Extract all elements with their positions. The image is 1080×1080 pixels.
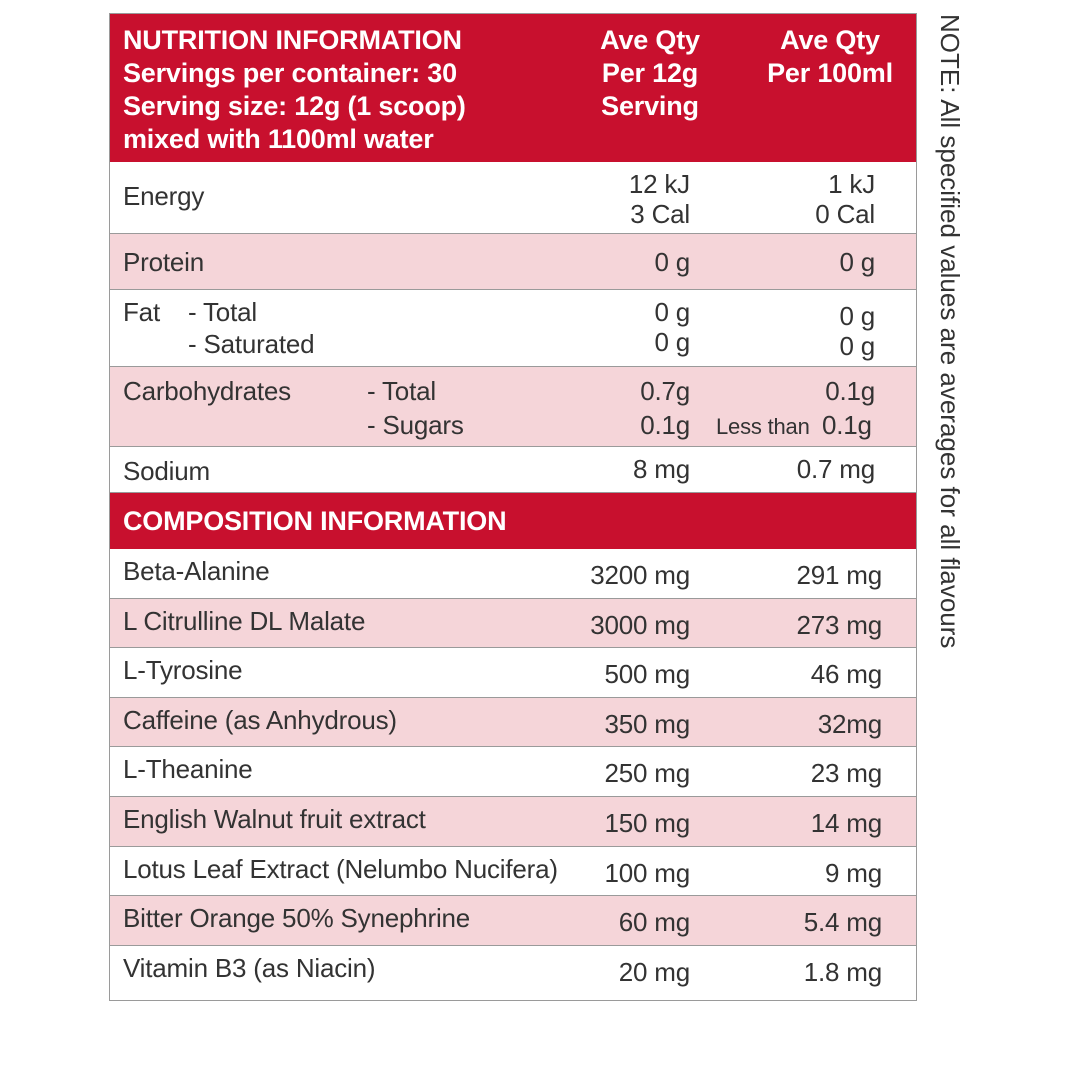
energy-serving-kj: 12 kJ — [628, 169, 690, 199]
composition-ingredient: Lotus Leaf Extract (Nelumbo Nucifera) — [123, 853, 558, 884]
composition-row — [110, 698, 916, 748]
composition-per100ml: 46 mg — [810, 659, 882, 690]
protein-serving: 0 g — [654, 247, 690, 277]
sodium-serving: 8 mg — [632, 454, 690, 484]
fat-total-serving: 0 g — [654, 297, 690, 327]
serving-size: Serving size: 12g (1 scoop) — [123, 91, 466, 121]
composition-per100ml: 5.4 mg — [803, 907, 882, 938]
composition-row — [110, 599, 916, 649]
composition-serving: 3200 mg — [590, 560, 690, 590]
composition-row — [110, 847, 916, 897]
fat-saturated-serving: 0 g — [654, 327, 690, 357]
servings-per-container: Servings per container: 30 — [123, 58, 457, 88]
energy-label: Energy — [123, 181, 205, 211]
composition-per100ml: 291 mg — [796, 560, 882, 590]
nutrition-title: NUTRITION INFORMATION — [123, 25, 462, 55]
carbs-sugars-label: - Sugars — [367, 410, 464, 440]
col-header-serving-3: Serving — [601, 91, 699, 121]
composition-serving: 250 mg — [604, 758, 690, 789]
composition-per100ml: 273 mg — [796, 609, 882, 640]
fat-saturated-label: - Saturated — [188, 329, 315, 359]
composition-per100ml: 1.8 mg — [803, 956, 882, 987]
composition-per100ml: 23 mg — [810, 758, 882, 789]
composition-ingredient: L Citrulline DL Malate — [123, 605, 366, 636]
fat-total-label: - Total — [188, 297, 257, 327]
mixed-with-water: mixed with 1100ml water — [123, 124, 434, 154]
carbs-sugars-100ml: 0.1g — [822, 410, 872, 440]
nutrition-panel — [109, 13, 917, 1001]
composition-row — [110, 946, 916, 1000]
composition-ingredient: Vitamin B3 (as Niacin) — [123, 952, 376, 983]
protein-100ml: 0 g — [839, 247, 875, 277]
composition-serving: 20 mg — [618, 956, 690, 987]
nutrition-row-fat — [110, 290, 916, 367]
composition-row — [110, 549, 916, 599]
fat-saturated-100ml: 0 g — [839, 331, 875, 361]
carbs-less-than: Less than — [716, 414, 810, 439]
col-header-100ml-1: Ave Qty — [780, 25, 880, 55]
composition-serving: 3000 mg — [590, 609, 690, 640]
nutrition-row-energy — [110, 162, 916, 234]
carbs-sugars-serving: 0.1g — [640, 410, 690, 440]
composition-ingredient: L-Tyrosine — [123, 655, 243, 686]
fat-total-100ml: 0 g — [839, 301, 875, 331]
composition-per100ml: 9 mg — [824, 857, 882, 888]
composition-row — [110, 896, 916, 946]
composition-serving: 100 mg — [604, 857, 690, 888]
composition-row — [110, 797, 916, 847]
carbs-total-label: - Total — [367, 376, 436, 406]
protein-label: Protein — [123, 247, 204, 277]
composition-row — [110, 648, 916, 698]
averages-note: NOTE: All specified values are averages for all flavours — [935, 14, 965, 649]
nutrition-row-carbohydrates — [110, 367, 916, 447]
energy-serving-cal: 3 Cal — [630, 199, 690, 229]
carbs-total-serving: 0.7g — [640, 376, 690, 406]
carbs-total-100ml: 0.1g — [825, 376, 875, 406]
nutrition-header — [110, 14, 916, 162]
carbs-label: Carbohydrates — [123, 376, 291, 406]
col-header-100ml-2: Per 100ml — [767, 58, 893, 88]
energy-100ml-kj: 1 kJ — [828, 169, 875, 199]
composition-row — [110, 747, 916, 797]
composition-per100ml: 32mg — [817, 708, 882, 739]
composition-serving: 150 mg — [604, 808, 690, 838]
composition-serving: 350 mg — [604, 708, 690, 739]
energy-100ml-cal: 0 Cal — [815, 199, 875, 229]
composition-ingredient: English Walnut fruit extract — [123, 804, 426, 834]
col-header-serving-1: Ave Qty — [600, 25, 700, 55]
composition-ingredient: L-Theanine — [123, 754, 253, 785]
sodium-label: Sodium — [123, 456, 210, 486]
composition-header — [110, 493, 916, 549]
composition-ingredient: Caffeine (as Anhydrous) — [123, 704, 397, 735]
col-header-serving-2: Per 12g — [601, 58, 699, 88]
composition-per100ml: 14 mg — [810, 808, 882, 838]
nutrition-row-sodium — [110, 447, 916, 493]
composition-serving: 500 mg — [604, 659, 690, 690]
composition-ingredient: Bitter Orange 50% Synephrine — [123, 903, 471, 934]
fat-label: Fat — [123, 297, 160, 327]
nutrition-row-protein — [110, 234, 916, 290]
composition-serving: 60 mg — [618, 907, 690, 938]
composition-title: COMPOSITION INFORMATION — [123, 506, 507, 536]
sodium-100ml: 0.7 mg — [796, 454, 875, 484]
composition-ingredient: Beta-Alanine — [123, 556, 270, 586]
